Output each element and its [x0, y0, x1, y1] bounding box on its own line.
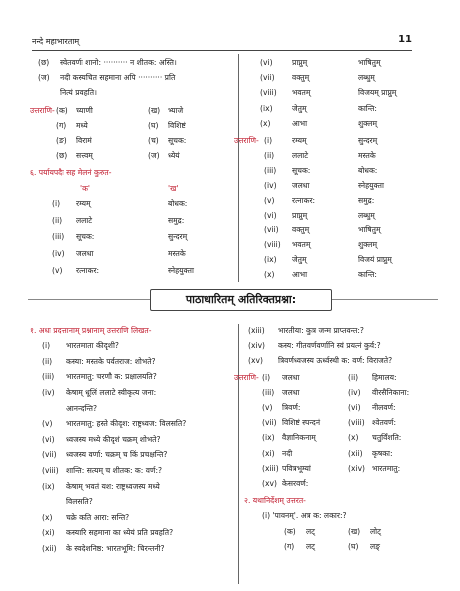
- match-number: (vi): [260, 58, 273, 67]
- match-right: शुक्लम्: [358, 118, 377, 128]
- answer-number: (vii): [262, 418, 277, 428]
- answers-heading: उत्तराणि-: [30, 105, 55, 115]
- answer-number: (iv): [348, 387, 361, 397]
- question-text: कस्य: गीतवर्णवर्णानि स्वं प्रयत्नं कुर्व:?: [278, 341, 381, 351]
- question-text: भारतमातु: चरणौ क: प्रक्षालयति?: [66, 372, 157, 382]
- option-number: (ग): [284, 541, 295, 551]
- question-text: विलसति?: [66, 497, 93, 507]
- question-text: ध्वजस्य वर्णा: चक्रम् च किं प्रचक्षन्ति?: [66, 450, 168, 460]
- question-text: कस्यारि सहमाना का ध्येयं प्रति प्रवहति?: [66, 528, 174, 538]
- answer-text: त्रिवर्ण:: [282, 403, 301, 412]
- question-number: (ज): [38, 73, 50, 83]
- answer-number: (xi): [262, 448, 275, 458]
- column-divider: [238, 54, 239, 282]
- match-left: आभा: [292, 118, 308, 128]
- answer-text: सत्त्वम्: [76, 151, 93, 161]
- match-right: सुन्दरम्: [168, 232, 188, 242]
- answer-left: ललाटे: [292, 150, 309, 160]
- match-number: (iii): [52, 232, 65, 242]
- answer-number: (i): [264, 136, 273, 145]
- answer-number: (viii): [264, 240, 281, 250]
- question-text: के स्वदेशनिष्ठ: भारतभूमि: चिरन्तनी?: [66, 544, 165, 553]
- answer-text: पवित्रभूम्यां: [282, 463, 311, 473]
- option-text: लट्: [306, 541, 315, 551]
- match-right: बोधक:: [168, 198, 188, 208]
- answer-text: सूचक:: [168, 136, 187, 145]
- match-left: जेतुम्: [292, 103, 307, 113]
- question-number: (xii): [42, 544, 57, 553]
- question-text: कस्या: मस्तके पर्वतराज: शोभते?: [66, 356, 156, 366]
- answer-text: कृषका:: [372, 448, 393, 458]
- answer-number: (ज): [148, 151, 160, 161]
- question-number: (xiv): [248, 341, 266, 351]
- match-number: (x): [260, 118, 271, 128]
- match-left: रत्नाकर:: [76, 265, 100, 275]
- question-text: केषाम् भवतं यश: राष्ट्रध्वजस्य मध्ये: [66, 481, 160, 491]
- match-right: समुद्र:: [168, 215, 185, 225]
- question-text: शान्ति: सत्यम् च शीतक: क: वर्ण:?: [66, 466, 163, 475]
- answer-right: स्नेहयुक्ता: [358, 180, 384, 190]
- answer-right: समुद्र:: [358, 195, 375, 205]
- answer-left: वक्तुम्: [292, 225, 310, 235]
- match-left: सूचक:: [76, 232, 95, 242]
- match-number: (ii): [52, 215, 63, 225]
- answer-number: (ङ): [56, 136, 67, 145]
- answer-text: जलधा: [282, 372, 300, 382]
- answer-text: मध्ये: [76, 120, 88, 130]
- match-left: रम्यम्: [76, 198, 91, 208]
- question-text: केषाम् धूलिं ललाटे स्वीकृत्य जना:: [66, 388, 157, 397]
- match-number: (v): [52, 265, 63, 275]
- answer-number: (v): [264, 195, 275, 205]
- answer-text: नदी: [282, 448, 293, 458]
- match-left: ललाटे: [76, 215, 93, 225]
- match-left: प्राप्नुम्: [292, 58, 308, 67]
- answer-number: (x): [348, 433, 359, 443]
- match-right: स्नेहयुक्ता: [168, 265, 194, 275]
- answer-text: विशिष्टं स्पन्दनं: [282, 418, 321, 428]
- match-left: वक्तुम्: [292, 73, 310, 83]
- match-right: विजयम् प्राप्नुम्: [358, 88, 397, 98]
- answer-number: (x): [264, 270, 275, 280]
- question-number: (ii): [42, 356, 53, 366]
- answer-number: (vi): [348, 403, 361, 412]
- answer-left: आभा: [292, 270, 308, 280]
- answer-left: जलधा: [292, 180, 310, 190]
- question-number: (छ): [38, 58, 50, 67]
- answer-number: (v): [262, 403, 273, 412]
- answer-text: जलधा: [282, 387, 300, 397]
- question-number: (vii): [42, 450, 57, 460]
- answer-right: लब्धुम्: [358, 210, 375, 220]
- page-number: 11: [398, 34, 412, 45]
- answer-text: हिमालय:: [372, 372, 397, 382]
- question-text: आनन्दन्ति?: [66, 403, 98, 413]
- answer-number: (i): [262, 372, 271, 382]
- answer-left: प्राप्नुम्: [292, 210, 308, 220]
- match-right: भाषितुम्: [358, 58, 381, 67]
- question-heading: ६. पर्यायपदैः सह मेलनं कुरुत-: [30, 168, 112, 178]
- question-text: भारतमाता कीदृशी?: [66, 341, 119, 351]
- column-divider-lower: [238, 324, 239, 584]
- match-number: (i): [52, 198, 61, 208]
- answer-text: विशिष्टं: [168, 120, 186, 130]
- answer-number: (xv): [262, 479, 277, 488]
- answer-text: वीरसैनिकाना:: [372, 387, 410, 397]
- match-number: (viii): [260, 88, 277, 98]
- answer-number: (viii): [348, 418, 365, 428]
- question-number: (xiii): [248, 326, 265, 335]
- answer-text: नीलवर्ण:: [372, 403, 396, 412]
- section-banner: पाठाधारितम् अतिरिक्तप्रश्ना:: [150, 289, 332, 311]
- option-text: लङ्: [370, 541, 380, 551]
- match-right: कान्ति:: [358, 103, 377, 113]
- question-number: (iii): [42, 372, 55, 382]
- match-number: (ix): [260, 103, 273, 113]
- question-number: (i): [42, 341, 51, 351]
- answer-text: चतुर्विंशति:: [372, 433, 402, 443]
- question-number: (x): [42, 512, 53, 522]
- question-number: (xi): [42, 528, 55, 538]
- question-text: नित्यं प्रवहति।: [60, 88, 97, 98]
- answer-number: (घ): [148, 120, 159, 130]
- question-number: (vi): [42, 434, 55, 444]
- answer-number: (xiii): [262, 463, 279, 473]
- answer-right: कान्ति:: [358, 270, 377, 280]
- answer-text: भ्याजे: [168, 105, 184, 115]
- option-text: लट्: [306, 526, 315, 536]
- answers-heading: उत्तराणि-: [234, 136, 259, 145]
- answer-number: (iii): [264, 165, 277, 175]
- question-text: भारतमातु: हस्ते कीदृश: राष्ट्रध्वज: विलसति?: [66, 419, 187, 429]
- answer-number: (iv): [264, 180, 277, 190]
- page-header: [32, 36, 412, 51]
- answer-text: श्वेतवर्ण:: [372, 418, 397, 428]
- answer-number: (vii): [264, 225, 279, 235]
- option-number: (घ): [348, 541, 359, 551]
- answers-heading: उत्तराणि-: [234, 372, 259, 382]
- question-number: (xv): [248, 356, 263, 366]
- question-heading: १. अधः प्रदत्तानाम् प्रश्नानाम् उत्तराणि लिखत-: [30, 326, 152, 335]
- column-header: 'ख': [168, 183, 179, 193]
- question-number: (ix): [42, 481, 55, 491]
- option-text: लोट्: [370, 526, 381, 536]
- answer-text: ध्येयं: [168, 151, 180, 161]
- answer-right: भाषितुम्: [358, 225, 381, 235]
- answer-text: वैज्ञानिकनाम्: [282, 433, 316, 443]
- question-heading: २. यथानिर्देशम् उत्तरत-: [244, 496, 306, 506]
- question-number: (viii): [42, 466, 59, 475]
- question-text: स्वेतवर्णः शानो: ·········· न शीतक: अस्ति।: [60, 58, 177, 67]
- match-number: (vii): [260, 73, 275, 83]
- answer-number: (ix): [264, 255, 277, 265]
- match-left: भवतम्: [292, 88, 311, 98]
- question-text: भारतीया: कुत्र जन्म प्राप्तवन्त:?: [278, 326, 364, 335]
- match-number: (iv): [52, 248, 65, 258]
- answer-right: शुक्लम्: [358, 240, 377, 250]
- answer-number: (xiv): [348, 463, 366, 473]
- answer-number: (ग): [56, 120, 67, 130]
- question-text: नदी कस्यचित सहमाना अपि ·········· प्रति: [60, 73, 176, 83]
- answer-text: केसरवर्ण:: [282, 479, 309, 488]
- answer-right: सुन्दरम्: [358, 136, 378, 145]
- answer-text: च्याणी: [76, 105, 93, 115]
- question-text: चक्रे कति आरा: सन्ति?: [66, 512, 130, 522]
- answer-number: (xii): [348, 448, 363, 458]
- answer-number: (ii): [264, 150, 275, 160]
- answer-text: विरामं: [76, 136, 92, 145]
- answer-left: सूचक:: [292, 165, 311, 175]
- answer-number: (ख): [148, 105, 161, 115]
- answer-left: रम्यम्: [292, 136, 307, 145]
- answer-right: बोधक:: [358, 165, 378, 175]
- question-text: त्रिवर्णध्वजस्य ऊर्ध्वस्थी क: वर्ण: विराजते?: [278, 356, 393, 366]
- match-right: लब्धुम्: [358, 73, 375, 83]
- question-number: (iv): [42, 388, 55, 397]
- answer-number: (च): [148, 136, 159, 145]
- question-number: (v): [42, 419, 53, 429]
- answer-number: (iii): [262, 387, 275, 397]
- match-left: जलधा: [76, 248, 94, 258]
- header-title: नन्दे महाभारताम्: [32, 37, 80, 46]
- answer-number: (क): [56, 105, 68, 115]
- match-right: मस्तके: [168, 248, 186, 258]
- answer-left: रत्नाकर:: [292, 195, 316, 205]
- answer-number: (ii): [348, 372, 359, 382]
- answer-right: विजयं प्राप्नुम्: [358, 255, 392, 265]
- option-number: (क): [284, 526, 296, 536]
- option-number: (ख): [348, 526, 361, 536]
- column-header: 'क': [80, 183, 91, 193]
- answer-number: (छ): [56, 151, 68, 161]
- answer-number: (vi): [264, 210, 277, 220]
- question-text: (i) 'पावनम्'. अत्र क: लकार:?: [262, 511, 347, 521]
- answer-left: जेतुम्: [292, 255, 307, 265]
- answer-right: मस्तके: [358, 150, 376, 160]
- answer-left: भवतम्: [292, 240, 311, 250]
- question-text: ध्वजस्य मध्ये कीदृशं चक्रम् शोभते?: [66, 434, 161, 444]
- answer-text: भारतमातु:: [372, 463, 401, 473]
- answer-number: (ix): [262, 433, 275, 443]
